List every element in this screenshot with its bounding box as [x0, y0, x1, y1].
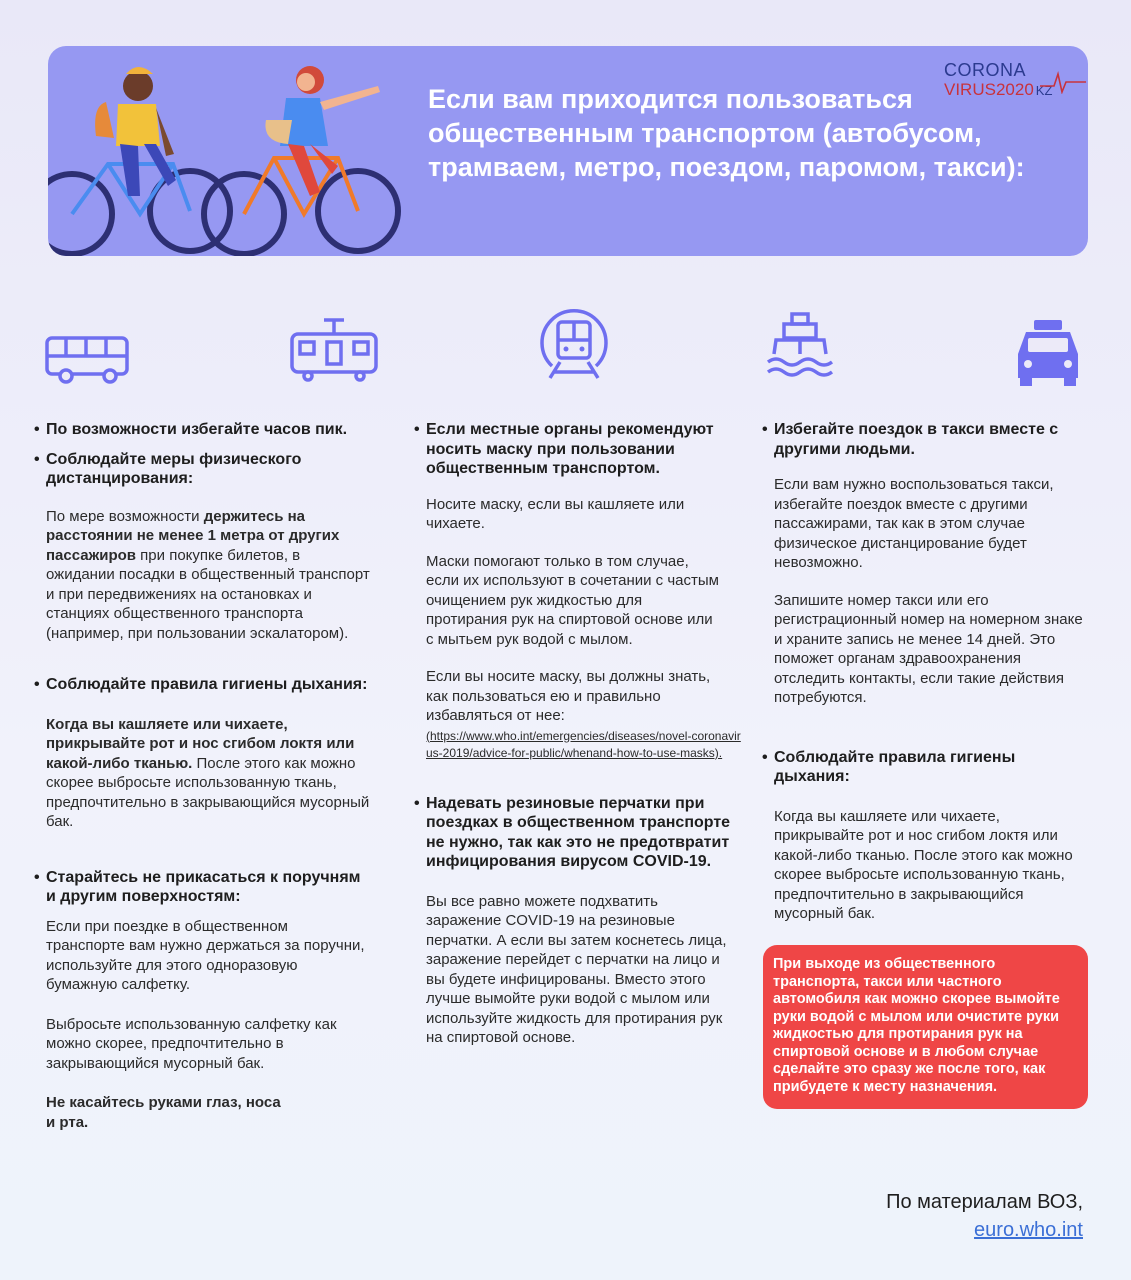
banner-title: Если вам приходится пользоваться общественным транспортом (автобусом, трамваем, метро, поездом, паромом, такси): [428, 84, 1025, 182]
column-taxi [762, 420, 1090, 924]
taxi-heading: • Избегайте поездок в такси вместе с другими людьми. [762, 420, 1084, 459]
cyclists-illustration [48, 46, 408, 256]
dont-touch-face-text [34, 1093, 284, 1132]
mask-usage-text: Если вы носите маску, вы должны знать, как пользоваться ею и правильно избавляться от нее: [426, 668, 711, 724]
respiratory-text-2: Когда вы кашляете или чихаете, прикрывайте рот и нос сгибом локтя или какой-либо тканью. После этого как можно скорее выбросьте использованную ткань, предпочтительно в закрывающийся мусорный бак. [774, 807, 1073, 922]
gloves-heading: • Надевать резиновые перчатки при поездках в общественном транспорте не нужно, так как это не предотвратит инфицирования вирусом COVID-19. [414, 794, 744, 872]
respiratory-text [34, 715, 370, 832]
dont-touch-face-bold: Не касайтесь руками глаз, носа и рта. [46, 1094, 281, 1131]
distancing-text-pre: По мере возможности [46, 507, 204, 525]
logo-virus: VIRUS2020 [944, 80, 1034, 99]
handrails-heading: • Старайтесь не прикасаться к поручням и другим поверхностям: [34, 868, 370, 907]
pulse-line-icon [1040, 70, 1086, 94]
respiratory-text-bold: Когда вы кашляете или чихаете, прикрывайте рот и нос сгибом локтя или какой-либо тканью. [46, 715, 355, 772]
column-public-transport [34, 420, 370, 1132]
mask-hygiene-text: Маски помогают только в том случае, если их используют в сочетании с частым очищением рук жидкостью для протирания рук на спиртовой основе или с мытьем рук водой с мылом. [426, 552, 719, 648]
who-mask-link[interactable]: (https://www.who.int/emergencies/diseases/novel-coronavirus-2019/advice-for-public/whenand-how-to-use-masks). [426, 728, 741, 760]
header-banner [48, 46, 1088, 256]
gloves-text: Вы все равно можете подхватить заражение COVID-19 на резиновые перчатки. А если вы затем коснетесь лица, заражение перейдет с перчатки на лицо и вы будете инфицированы. Вместо этого лучше вымойте руки водой с мылом или используйте жидкость для протирания рук на спиртовой основе. [426, 892, 727, 1046]
respiratory-heading: • Соблюдайте правила гигиены дыхания: [34, 675, 370, 695]
respiratory-heading-2: • Соблюдайте правила гигиены дыхания: [762, 748, 1072, 787]
coronavirus2020-logo [944, 60, 1086, 104]
source-text: По материалам ВОЗ, [886, 1191, 1083, 1213]
bus-icon [44, 334, 132, 386]
distancing-text [34, 507, 370, 644]
respiratory-text-post: После этого как можно скорее выбросьте использованную ткань, предпочтительно в закрывающийся мусорный бак. [46, 754, 370, 830]
handwash-alert-box [763, 945, 1088, 1109]
ferry-icon [766, 310, 834, 382]
source-link[interactable]: euro.who.int [974, 1219, 1083, 1241]
logo-kz: KZ [1035, 83, 1053, 98]
column-masks-gloves [414, 420, 744, 1048]
dispose-napkin-text: Выбросьте использованную салфетку как можно скорее, предпочтительно в закрывающийся мусорный бак. [46, 1015, 337, 1072]
tram-icon [288, 316, 380, 382]
mask-heading: • Если местные органы рекомендуют носить маску при пользовании общественным транспортом. [414, 420, 732, 479]
distancing-text-bold: держитесь на расстоянии не менее 1 метра от других пассажиров [46, 507, 340, 564]
rush-hour-heading: • По возможности избегайте часов пик. [34, 420, 354, 440]
taxi-icon [1012, 318, 1084, 386]
metro-icon [538, 306, 610, 382]
mask-cough-text: Носите маску, если вы кашляете или чихаете. [426, 495, 685, 532]
handrails-text: Если при поездке в общественном транспорте вам нужно держаться за поручни, используйте для этого одноразовую бумажную салфетку. [46, 917, 365, 993]
logo-text-top: CORONA [944, 60, 1027, 80]
source-credit [886, 1188, 1083, 1244]
taxi-passengers-text: Если вам нужно воспользоваться такси, избегайте поездок вместе с другими пассажирами, так как в этом случае физическое дистанцирование будет невозможно. [774, 476, 1054, 571]
logo-text-bottom [944, 80, 1052, 100]
distancing-text-post: при покупке билетов, в ожидании посадки в общественный транспорт и при передвижениях на остановках и станциях общественного транспорта (например, при пользовании эскалатором). [46, 546, 370, 642]
taxi-number-text: Запишите номер такси или его регистрационный номер на номерном знаке и храните запись не менее 14 дней. Это поможет органам здравоохранения отследить контакты, если такие действия потребуются. [774, 591, 1083, 706]
handwash-alert-text: При выходе из общественного транспорта, такси или частного автомобиля как можно скорее вымойте руки водой с мылом или очистите руки жидкостью для протирания рук на спиртовой основе и в любом случае сделайте это сразу же после того, как прибудете к месту назначения. [773, 956, 1060, 1095]
distancing-heading: • Соблюдайте меры физического дистанцирования: [34, 450, 370, 489]
